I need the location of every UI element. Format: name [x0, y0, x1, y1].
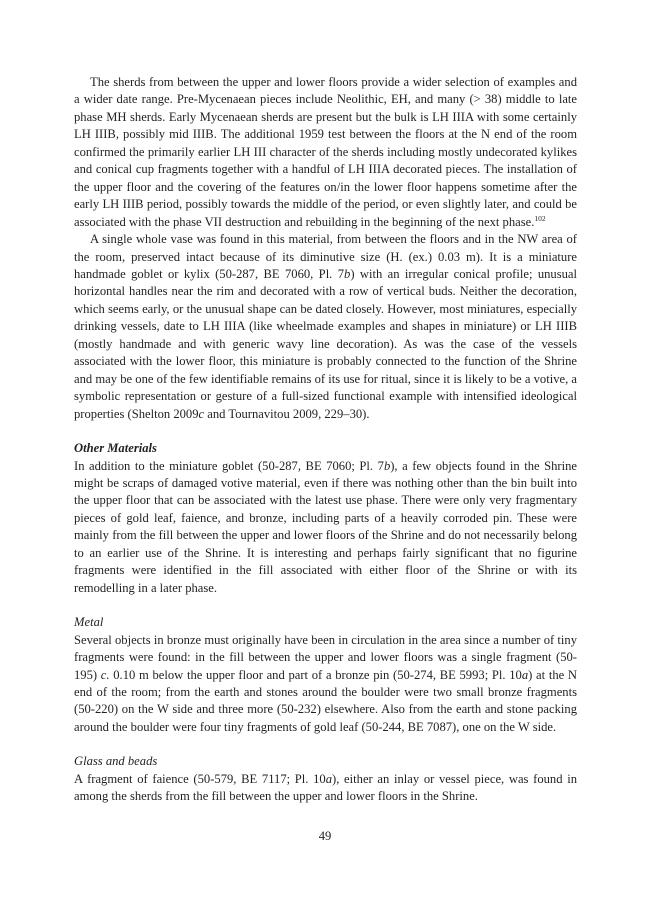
paragraph-metal: Several objects in bronze must originally have been in circulation in the area since a number of tiny fragments were found: in the fill between the upper and lower floors was a single fragment (50-195) c. 0.10 m below the upper floor and part of a bronze pin (50-274, BE 5993; Pl. 10a) at the N end of the room; from the earth and stones around the boulder were two small bronze fragments (50-220) on the W side and three more (50-232) elsewhere. Also from the earth and stone packing around the boulder were four tiny fragments of gold leaf (50-244, BE 7087), one on the W side. [74, 632, 578, 734]
page-body [74, 74, 577, 806]
footnote-ref[interactable]: 102 [534, 213, 546, 223]
paragraph-sherds: The sherds from between the upper and lower floors provide a wider selection of examples and a wider date range. Pre-Mycenaean pieces include Neolithic, EH, and many (> 38) middle to late phase MH sherds. Early Mycenaean sherds are present but the bulk is LH IIIA with some certainly LH IIIB, possibly mid IIIB. The additional 1959 test between the floors at the N end of the room confirmed the primarily earlier LH III character of the sherds including mostly undecorated kylikes and conical cup fragments together with a handful of LH IIIA decorated pieces. The installation of the upper floor and the covering of the features on/in the lower floor happens sometime after the early LH IIIB period, possibly towards the middle of the period, or even slightly later, and could be associated with the phase VII destruction and rebuilding in the beginning of the next phase.$^{102}$ [74, 75, 577, 229]
paragraph-miniature-vase: A single whole vase was found in this material, from between the floors and in the NW area of the room, preserved intact because of its diminutive size (H. (ex.) 0.03 m). It is a miniature handmade goblet or kylix (50-287, BE 7060, Pl. 7b) with an irregular conical profile; unusual horizontal handles near the rim and decorated with a row of vertical buds. Neither the decoration, which seems early, or the unusual shape can be dated closely. However, most miniatures, especially drinking vessels, date to LH IIIA (like wheelmade examples and shapes in miniature) or LH IIIB (mostly handmade and with generic wavy line decoration). As was the case of the vessels associated with the lower floor, this miniature is probably connected to the function of the Shrine and may be one of the few identifiable remains of its use for ritual, since it is likely to be a votive, a symbolic representation or gesture of a full-sized functional example with intensified ideological properties (Shelton 2009c and Tournavitou 2009, 229–30). [74, 232, 577, 421]
section-heading-glass-beads: Glass and beads [74, 754, 158, 769]
paragraph-other-materials: In addition to the miniature goblet (50-287, BE 7060; Pl. 7b), a few objects found in the Shrine might be scraps of damaged votive material, even if there was nothing other than the bin built into the upper floor that can be associated with the latest use phase. There were only very fragmentary pieces of gold leaf, faience, and bronze, including parts of a heavily corroded pin. These were mainly from the fill between the upper and lower floors of the Shrine and do not necessarily belong to an earlier use of the Shrine. It is interesting and perhaps fairly significant that no figurine fragments were identified in the fill associated with either floor of the Shrine or with its remodelling in a later phase. [74, 458, 578, 595]
paragraph-glass-beads: A fragment of faience (50-579, BE 7117; Pl. 10a), either an inlay or vessel piece, was found in among the sherds from the fill between the upper and lower floors in the Shrine. [74, 771, 577, 804]
section-heading-other-materials: Other Materials [74, 441, 157, 456]
section-heading-metal: Metal [74, 615, 104, 630]
page-number: 49 [318, 829, 332, 843]
